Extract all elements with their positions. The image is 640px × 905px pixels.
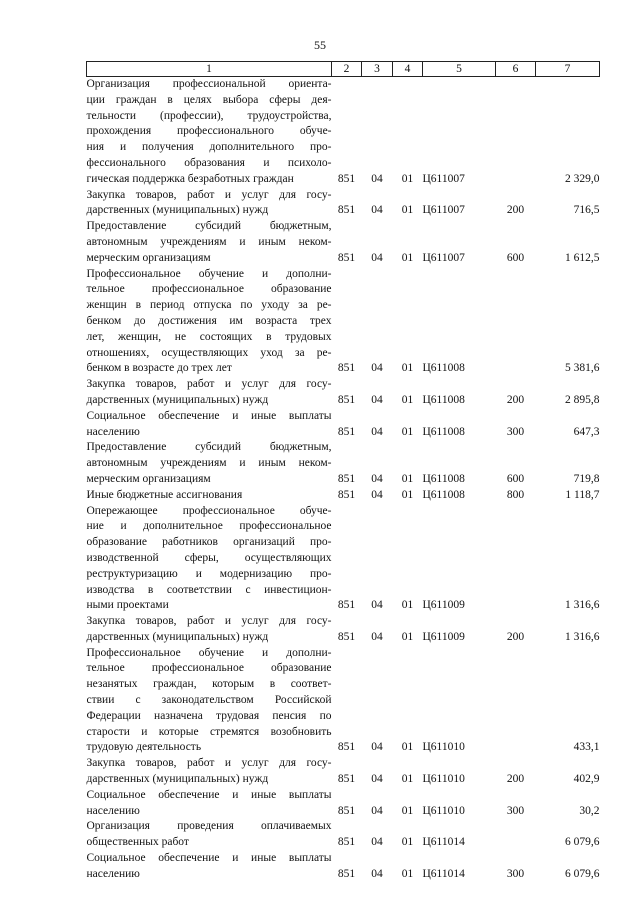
amount-cell: 1 612,5	[565, 251, 600, 264]
description-line: гическая поддержка безработных граждан	[86, 172, 294, 185]
section-code-cell: 04	[371, 393, 383, 406]
table-row	[87, 409, 600, 441]
description-line: отношениях, осуществляющих уход за ре-	[86, 346, 332, 359]
amount-cell: 716,5	[573, 204, 600, 217]
subsection-code-cell: 01	[401, 488, 414, 501]
description-line: реструктуризацию и модернизацию про-	[86, 567, 332, 580]
section-code-cell: 04	[371, 488, 383, 501]
target-article-cell: Ц611009	[422, 599, 465, 612]
target-article-cell: Ц611014	[422, 867, 465, 880]
subsection-code-cell: 01	[401, 472, 414, 485]
amount-cell: 1 118,7	[565, 488, 600, 501]
description-line: Закупка товаров, работ и услуг для госу-	[86, 188, 332, 201]
table-row	[87, 219, 600, 266]
column-header: 4	[393, 62, 423, 77]
target-article-cell: Ц611010	[422, 741, 465, 754]
section-code-cell: 04	[371, 251, 383, 264]
column-header: 6	[496, 62, 536, 77]
row-description	[87, 756, 332, 788]
page-number: 55	[314, 38, 326, 52]
description-line: незанятых граждан, которым в соответ-	[86, 678, 332, 691]
description-line: ствии с законодательством Российской	[86, 694, 332, 707]
target-article-cell: Ц611009	[422, 630, 465, 643]
amount-cell: 30,2	[579, 804, 600, 817]
description-line: дарственных (муниципальных) нужд	[86, 393, 269, 406]
description-line: Профессиональное обучение и дополни-	[86, 646, 332, 659]
expense-type-cell	[496, 646, 536, 757]
section-code-cell: 04	[371, 630, 383, 643]
description-line: Организация проведения оплачиваемых	[86, 820, 332, 833]
description-line: Социальное обеспечение и иные выплаты	[86, 788, 332, 801]
table-header-row	[87, 62, 600, 77]
target-article-cell: Ц611007	[422, 204, 465, 217]
subsection-code-cell: 01	[401, 362, 414, 375]
description-line: старости и которые стремятся возобновить	[86, 725, 332, 738]
expense-type-cell: 200	[506, 773, 525, 786]
table-row	[87, 440, 600, 487]
subsection-code-cell: 01	[401, 425, 414, 438]
description-line: лет, женщин, не состоящих в трудовых	[86, 330, 332, 343]
amount-cell: 6 079,6	[565, 867, 600, 880]
section-code-cell: 04	[371, 172, 383, 185]
row-description	[87, 788, 332, 820]
amount-cell: 647,3	[573, 425, 600, 438]
description-line: ными проектами	[86, 599, 169, 612]
target-article-cell: Ц611008	[422, 362, 465, 375]
target-article-cell: Ц611007	[422, 172, 465, 185]
expense-type-cell: 600	[506, 251, 525, 264]
amount-cell: 1 316,6	[565, 599, 600, 612]
description-line: Закупка товаров, работ и услуг для госу-	[86, 615, 332, 628]
description-line: изводственной сферы, осуществляющих	[86, 551, 332, 564]
section-code-cell: 04	[371, 741, 383, 754]
row-description	[87, 488, 332, 504]
expense-type-cell	[496, 267, 536, 378]
row-description	[87, 504, 332, 615]
amount-cell: 1 316,6	[565, 630, 600, 643]
row-description	[87, 219, 332, 266]
table-row	[87, 819, 600, 851]
description-line: трудовую деятельность	[86, 741, 202, 754]
ministry-code-cell: 851	[337, 804, 356, 817]
amount-cell: 6 079,6	[565, 836, 600, 849]
row-description	[87, 77, 332, 188]
column-header: 7	[536, 62, 600, 77]
target-article-cell: Ц611010	[422, 804, 465, 817]
target-article-cell: Ц611008	[422, 393, 465, 406]
row-description	[87, 819, 332, 851]
amount-cell: 433,1	[573, 741, 600, 754]
description-line: тельности (профессии), трудоустройства,	[86, 109, 332, 122]
description-line: дарственных (муниципальных) нужд	[86, 630, 269, 643]
subsection-code-cell: 01	[401, 599, 414, 612]
ministry-code-cell: 851	[337, 630, 356, 643]
expense-type-cell: 300	[506, 867, 525, 880]
description-line: Закупка товаров, работ и услуг для госу-	[86, 757, 332, 770]
subsection-code-cell: 01	[401, 867, 414, 880]
row-description	[87, 267, 332, 378]
amount-cell: 719,8	[573, 472, 600, 485]
row-description	[87, 614, 332, 646]
ministry-code-cell: 851	[337, 425, 356, 438]
subsection-code-cell: 01	[401, 804, 414, 817]
section-code-cell: 04	[371, 867, 383, 880]
description-line: Федерации назначена трудовая пенсия по	[86, 709, 332, 722]
description-line: населению	[86, 804, 140, 817]
column-header: 1	[87, 62, 332, 77]
row-description	[87, 851, 332, 883]
table-row	[87, 377, 600, 409]
table-row	[87, 267, 600, 378]
description-line: Социальное обеспечение и иные выплаты	[86, 852, 332, 865]
section-code-cell: 04	[371, 472, 383, 485]
section-code-cell: 04	[371, 773, 383, 786]
description-line: женщин в период отпуска по уходу за ре-	[86, 299, 332, 312]
ministry-code-cell: 851	[337, 773, 356, 786]
expense-type-cell: 200	[506, 630, 525, 643]
expense-type-cell: 300	[506, 425, 525, 438]
column-header: 5	[423, 62, 496, 77]
description-line: населению	[86, 867, 140, 880]
description-line: изводства в соответствии с инвестицион-	[86, 583, 332, 596]
description-line: прохождения профессионального обуче-	[86, 125, 332, 138]
row-description	[87, 188, 332, 220]
section-code-cell: 04	[371, 362, 383, 375]
description-line: Профессиональное обучение и дополни-	[86, 267, 332, 280]
description-line: мерческим организациям	[86, 251, 211, 264]
amount-cell: 402,9	[573, 773, 600, 786]
ministry-code-cell: 851	[337, 836, 356, 849]
subsection-code-cell: 01	[401, 630, 414, 643]
budget-table	[86, 61, 600, 883]
amount-cell: 2 895,8	[565, 393, 600, 406]
row-description	[87, 646, 332, 757]
ministry-code-cell: 851	[337, 599, 356, 612]
ministry-code-cell: 851	[337, 867, 356, 880]
description-line: автономным учреждениям и иным неком-	[86, 457, 332, 470]
expense-type-cell: 200	[506, 204, 525, 217]
description-line: дарственных (муниципальных) нужд	[86, 204, 269, 217]
ministry-code-cell: 851	[337, 741, 356, 754]
table-row	[87, 756, 600, 788]
section-code-cell: 04	[371, 836, 383, 849]
description-line: Предоставление субсидий бюджетным,	[86, 220, 332, 233]
description-line: мерческим организациям	[86, 472, 211, 485]
section-code-cell: 04	[371, 804, 383, 817]
ministry-code-cell: 851	[337, 251, 356, 264]
column-header: 3	[362, 62, 393, 77]
ministry-code-cell: 851	[337, 362, 356, 375]
target-article-cell: Ц611008	[422, 425, 465, 438]
amount-cell: 5 381,6	[565, 362, 600, 375]
table-body	[87, 77, 600, 883]
section-code-cell: 04	[371, 599, 383, 612]
section-code-cell: 04	[371, 425, 383, 438]
table-row	[87, 488, 600, 504]
target-article-cell: Ц611008	[422, 472, 465, 485]
expense-type-cell	[496, 504, 536, 615]
table-row	[87, 851, 600, 883]
row-description	[87, 377, 332, 409]
description-line: Социальное обеспечение и иные выплаты	[86, 409, 332, 422]
subsection-code-cell: 01	[401, 251, 414, 264]
row-description	[87, 409, 332, 441]
description-line: Организация профессиональной ориента-	[86, 78, 332, 90]
description-line: дарственных (муниципальных) нужд	[86, 773, 269, 786]
section-code-cell: 04	[371, 204, 383, 217]
table-row	[87, 77, 600, 188]
column-header: 2	[332, 62, 362, 77]
description-line: тельное профессиональное образование	[86, 283, 332, 296]
table-row	[87, 614, 600, 646]
subsection-code-cell: 01	[401, 172, 414, 185]
description-line: населению	[86, 425, 140, 438]
description-line: ния и получения дополнительного про-	[86, 141, 332, 154]
table-row	[87, 788, 600, 820]
subsection-code-cell: 01	[401, 773, 414, 786]
expense-type-cell: 200	[506, 393, 525, 406]
description-line: бенком в возрасте до трех лет	[86, 362, 232, 375]
description-line: ции граждан в целях выбора сферы дея-	[86, 93, 332, 106]
target-article-cell: Ц611008	[422, 488, 465, 501]
description-line: Предоставление субсидий бюджетным,	[86, 441, 332, 454]
row-description	[87, 440, 332, 487]
description-line: фессионального образования и психоло-	[86, 156, 332, 169]
expense-type-cell	[496, 819, 536, 851]
subsection-code-cell: 01	[401, 741, 414, 754]
description-line: Иные бюджетные ассигнования	[86, 488, 243, 501]
ministry-code-cell: 851	[337, 172, 356, 185]
target-article-cell: Ц611007	[422, 251, 465, 264]
table-row	[87, 188, 600, 220]
amount-cell: 2 329,0	[565, 172, 600, 185]
subsection-code-cell: 01	[401, 393, 414, 406]
description-line: тельное профессиональное образование	[86, 662, 332, 675]
table-row	[87, 504, 600, 615]
expense-type-cell: 600	[506, 472, 525, 485]
table-row	[87, 646, 600, 757]
ministry-code-cell: 851	[337, 472, 356, 485]
description-line: автономным учреждениям и иным неком-	[86, 235, 332, 248]
description-line: Закупка товаров, работ и услуг для госу-	[86, 378, 332, 391]
target-article-cell: Ц611010	[422, 773, 465, 786]
description-line: ние и дополнительное профессиональное	[86, 520, 332, 533]
subsection-code-cell: 01	[401, 836, 414, 849]
ministry-code-cell: 851	[337, 393, 356, 406]
description-line: бенком до достижения им возраста трех	[86, 314, 332, 327]
expense-type-cell	[496, 77, 536, 188]
description-line: Опережающее профессиональное обуче-	[86, 504, 332, 517]
expense-type-cell: 300	[506, 804, 525, 817]
target-article-cell: Ц611014	[422, 836, 465, 849]
expense-type-cell: 800	[506, 488, 525, 501]
description-line: общественных работ	[86, 836, 189, 849]
ministry-code-cell: 851	[337, 204, 356, 217]
ministry-code-cell: 851	[337, 488, 356, 501]
subsection-code-cell: 01	[401, 204, 414, 217]
description-line: образование работников организаций про-	[86, 536, 332, 549]
